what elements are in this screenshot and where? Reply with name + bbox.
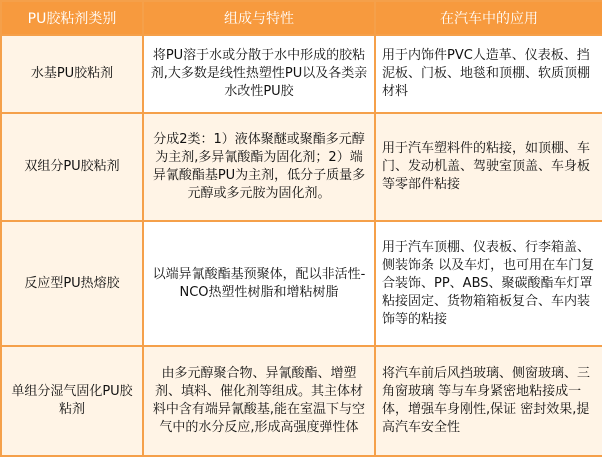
row-category: 双组分PU胶粘剂 — [1, 113, 143, 221]
table-row — [1, 113, 602, 221]
row-features: 将PU溶于水或分散于水中形成的胶粘剂,大多数是线性热塑性PU以及各类亲水改性PU胶 — [143, 35, 375, 113]
table-row — [1, 35, 602, 113]
row-features: 分成2类：1）液体聚醚或聚酯多元醇为主剂,多异氰酸酯为固化剂；2）端异氰酸酯基PU为主剂，低分子质量多元醇或多元胺为固化剂。 — [143, 113, 375, 221]
table-row — [1, 221, 602, 346]
header-application: 在汽车中的应用 — [375, 1, 602, 35]
row-application: 用于汽车塑料件的粘接，如顶棚、车门、发动机盖、驾驶室顶盖、车身板等零部件粘接 — [375, 113, 602, 221]
row-category: 单组分湿气固化PU胶粘剂 — [1, 346, 143, 456]
row-features: 以端异氰酸酯基预聚体，配以非活性-NCO热塑性树脂和增粘树脂 — [143, 221, 375, 346]
row-category: 反应型PU热熔胶 — [1, 221, 143, 346]
row-application: 用于汽车顶棚、仪表板、行李箱盖、侧装饰条 以及车灯，也可用在车门复合装饰、PP、ABS、聚碳酸酯车灯罩粘接固定、货物箱箱板复合、车内装饰等的粘接 — [375, 221, 602, 346]
header-category: PU胶粘剂类别 — [1, 1, 143, 35]
row-application: 用于内饰件PVC人造革、仪表板、挡泥板、门板、地毯和顶棚、软质顶棚材料 — [375, 35, 602, 113]
row-features: 由多元醇聚合物、异氰酸酯、增塑剂、填料、催化剂等组成。其主体材料中含有端异氰酸基,能在室温下与空气中的水分反应,形成高强度弹性体 — [143, 346, 375, 456]
header-row — [1, 1, 602, 35]
row-application: 将汽车前后风挡玻璃、侧窗玻璃、三角窗玻璃 等与车身紧密地粘接成一体，增强车身刚性,保证 密封效果,提高汽车安全性 — [375, 346, 602, 456]
row-category: 水基PU胶粘剂 — [1, 35, 143, 113]
table-row — [1, 346, 602, 456]
header-features: 组成与特性 — [143, 1, 375, 35]
